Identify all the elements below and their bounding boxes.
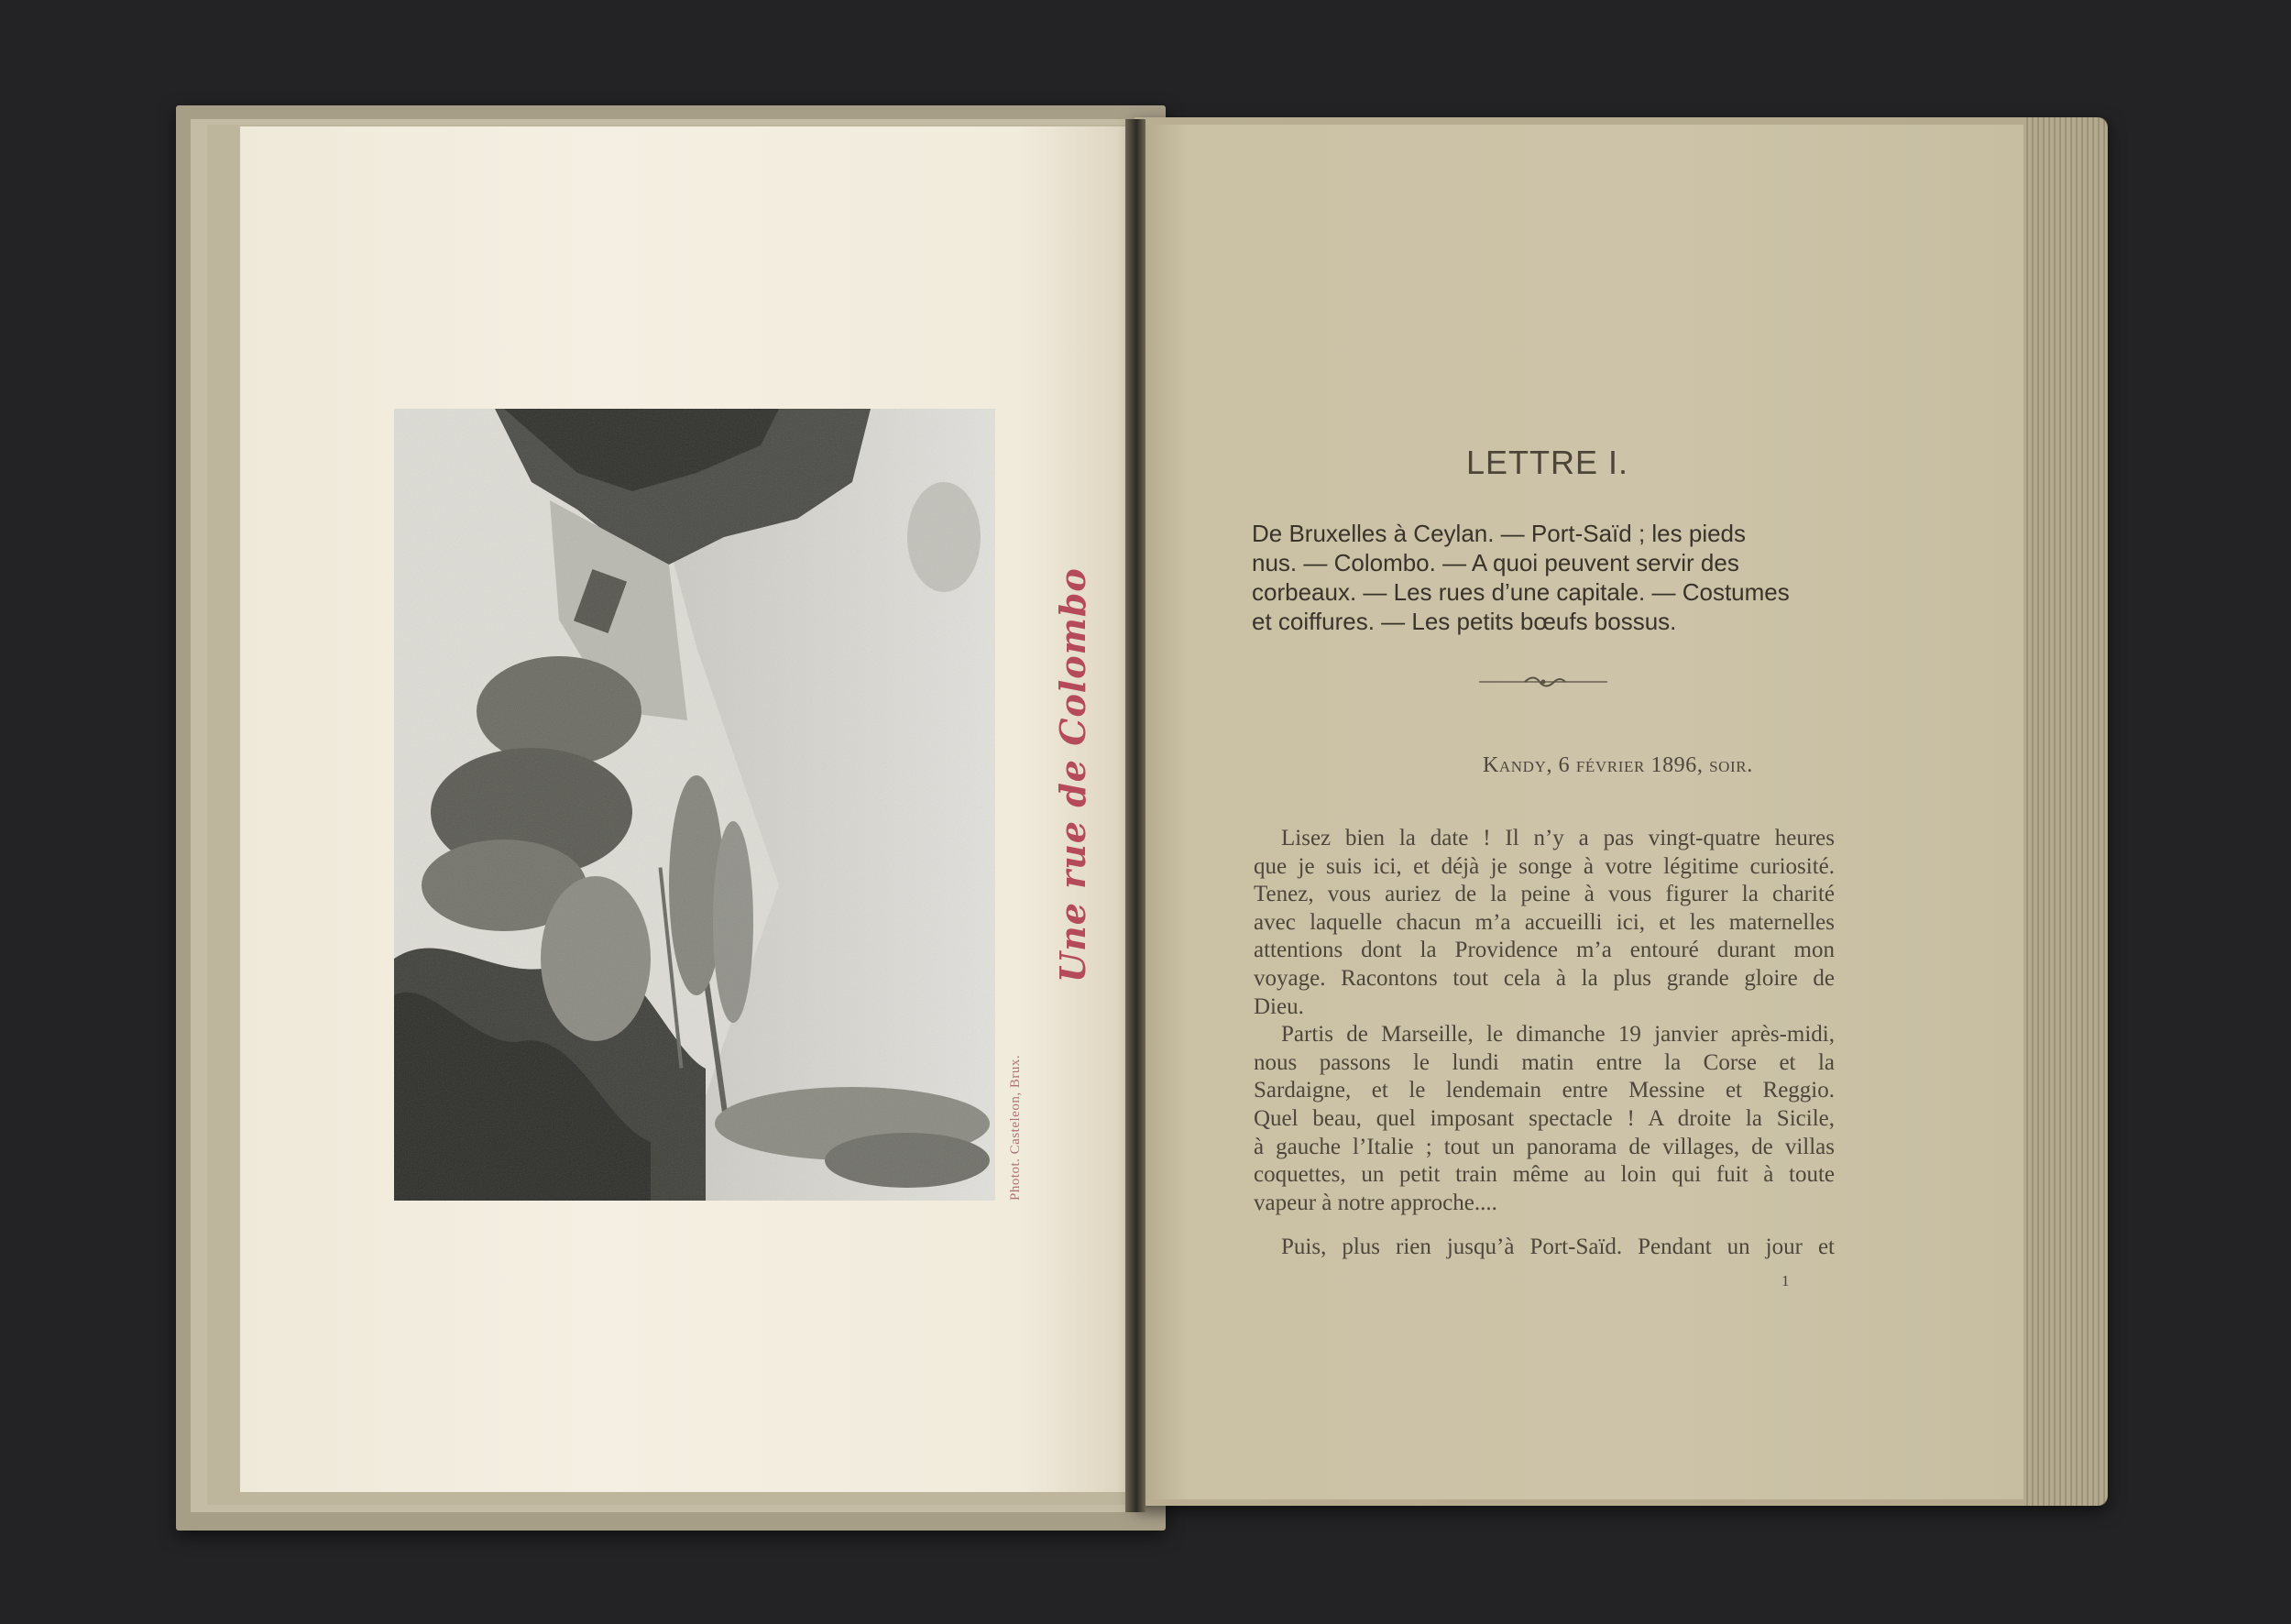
chapter-summary <box>1252 519 1833 636</box>
street-photograph <box>394 409 995 1201</box>
body-line: Partis de Marseille, le dimanche 19 janvier après-midi, <box>1281 1022 1835 1048</box>
letter-title: LETTRE I. <box>1466 444 1629 481</box>
body-line: voyage. Racontons tout cela à la plus grande gloire de <box>1254 965 1835 991</box>
summary-line: nus. — Colombo. — A quoi peuvent servir des <box>1252 549 1739 576</box>
body-line: avec laquelle chacun m’a accueilli ici, et les maternelles <box>1254 909 1835 935</box>
photo-credit-text: Photot. Casteleon, Brux. <box>1008 1054 1023 1201</box>
right-page <box>1136 125 2023 1499</box>
body-line: Sardaigne, et le lendemain entre Messine et Reggio. <box>1254 1078 1835 1103</box>
dateline: Kandy, 6 février 1896, soir. <box>1483 753 1753 777</box>
letter-body <box>1254 825 1835 1262</box>
body-line: Quel beau, quel imposant spectacle ! A droite la Sicile, <box>1254 1105 1835 1131</box>
body-line: coquettes, un petit train même au loin qui fuit à toute <box>1254 1162 1835 1188</box>
body-line: Lisez bien la date ! Il n’y a pas vingt-quatre heures <box>1281 826 1835 850</box>
summary-line: corbeaux. — Les rues d’une capitale. — Costumes <box>1252 578 1790 606</box>
photograph-image <box>394 409 995 1201</box>
body-line: Tenez, vous auriez de la peine à vous figurer la charité <box>1254 882 1835 907</box>
body-line: à gauche l’Italie ; tout un panorama de villages, de villas <box>1254 1134 1835 1159</box>
page-number: 1 <box>1781 1272 1790 1289</box>
body-line: que je suis ici, et déjà je songe à votre légitime curiosité. <box>1254 853 1835 879</box>
book-gutter <box>1125 119 1146 1512</box>
plate-caption-text: Une rue de Colombo <box>1052 567 1093 982</box>
summary-line: De Bruxelles à Ceylan. — Port-Saïd ; les pieds <box>1252 520 1747 547</box>
body-line: Dieu. <box>1254 993 1304 1019</box>
body-line: vapeur à notre approche.... <box>1254 1190 1497 1215</box>
body-line: attentions dont la Providence m’a entouré durant mon <box>1254 938 1835 963</box>
summary-line: et coiffures. — Les petits bœufs bossus. <box>1252 608 1677 635</box>
body-line: Puis, plus rien jusqu’à Port-Saïd. Pendant un jour et <box>1281 1234 1835 1260</box>
ornament-divider-icon <box>1477 675 1609 689</box>
page-edges <box>2023 117 2108 1506</box>
body-line: nous passons le lundi matin entre la Corse et la <box>1254 1049 1835 1075</box>
